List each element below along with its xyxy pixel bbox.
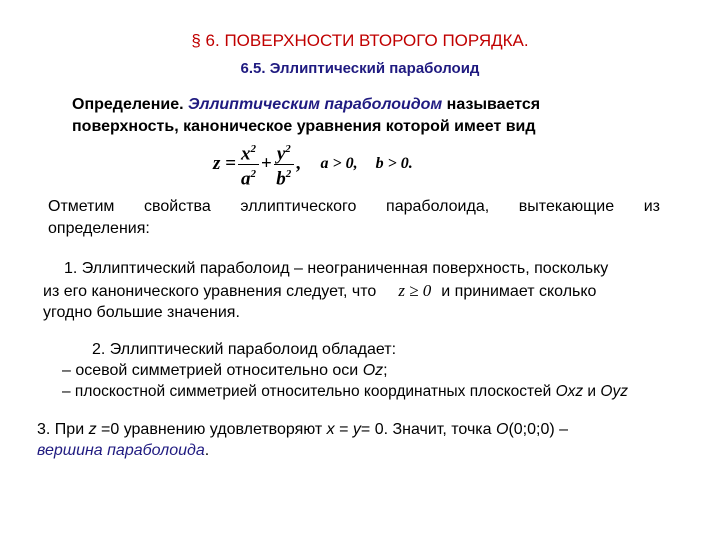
page-title: § 6. ПОВЕРХНОСТИ ВТОРОГО ПОРЯДКА. [191,31,529,50]
property-2-axial-text: – осевой симметрией относительно оси [62,362,363,379]
frac2-denominator-exponent: 2 [285,167,292,180]
property-2-planar-text: – плоскостной симметрией относительно координатных плоскостей [62,383,556,400]
var-z: z [88,421,97,438]
plane-oxz: Oxz [555,383,584,400]
frac1-denominator: a [240,167,251,189]
property-3-text-1: 3. При [37,421,89,438]
axis-oz: Oz [362,362,384,379]
frac1-numerator: x [240,143,251,165]
definition-prefix: Определение. [72,96,188,113]
properties-intro-line-2: определения: [48,220,150,237]
property-1-text-start: из его канонического уравнения следует, что [43,283,377,300]
equation-comma: , [295,153,301,174]
section-subtitle: 6.5. Эллиптический параболоид [240,60,480,77]
frac2-numerator: y [276,143,286,165]
frac1-denominator-exponent: 2 [250,167,256,180]
definition-term: Эллиптическим параболоидом [187,96,443,113]
condition-a: a > 0, [320,155,358,172]
equation-lhs: z = [213,153,236,174]
property-3-line-2 [37,441,209,461]
definition-line-1 [72,95,540,115]
var-x: x [326,421,335,438]
property-2-line-3 [62,382,628,402]
property-1-line-1: 1. Эллиптический параболоид – неограниченная поверхность, поскольку [64,260,609,277]
condition-b: b > 0. [375,155,413,172]
property-1-text-end: и принимает сколько [441,283,597,300]
property-3-text-2: =0 уравнению удовлетворяют [96,421,327,438]
var-y: y [352,421,361,438]
point-o: O [495,421,509,438]
canonical-equation [213,142,413,189]
property-1-line-3: угодно большие значения. [43,304,240,321]
property-3-text-5: (0;0;0) – [508,421,569,438]
property-3-text-4: = 0. Значит, точка [360,421,496,438]
property-3-period: . [204,442,210,459]
fraction-x-over-a [238,141,259,187]
frac2-denominator: b [276,167,286,189]
vertex-term: вершина параболоида [37,442,205,459]
property-2-line-1: 2. Эллиптический параболоид обладает: [92,341,397,358]
property-2-conjunction: и [583,383,601,400]
frac1-numerator-exponent: 2 [250,143,256,156]
plane-oyz: Oyz [600,383,628,400]
property-3-text-3: = [334,421,353,438]
frac2-numerator-exponent: 2 [285,143,291,156]
properties-intro-line-1: Отметим свойства эллиптического параболоида, вытекающие из [48,198,660,215]
definition-line-2: поверхность, каноническое уравнения которой имеет вид [72,118,536,135]
property-2-line-2 [62,361,388,381]
fraction-y-over-b [274,141,294,187]
equation-plus: + [260,153,272,174]
property-2-axial-end: ; [383,362,388,379]
property-3-line-1 [37,420,568,440]
definition-suffix: называется [442,96,541,113]
inline-formula-z-nonnegative: z ≥ 0 [398,281,432,300]
property-1-line-2 [43,281,596,302]
